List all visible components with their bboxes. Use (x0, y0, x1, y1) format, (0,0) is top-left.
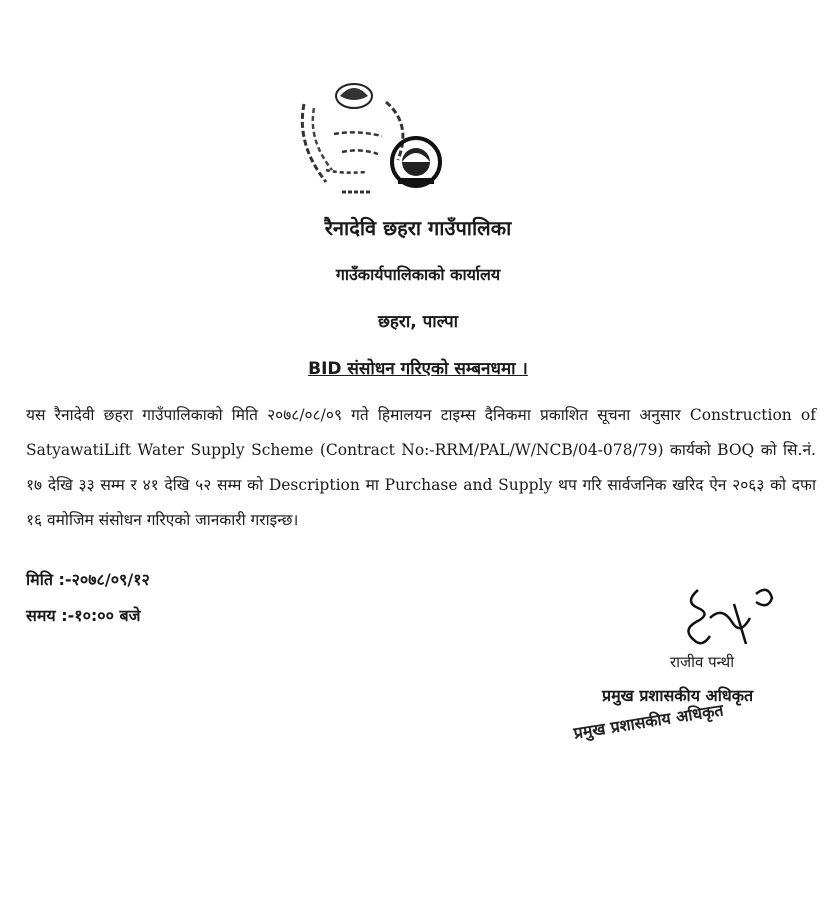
office-name: गाउँकार्यपालिकाको कार्यालय (335, 265, 501, 284)
subject-text: संसोधन गरिएको सम्बनधमा । (341, 359, 528, 379)
municipality-name: रैनादेवि छहरा गाउँपालिका (324, 216, 512, 240)
signatory-name: राजीव पन्थी (670, 653, 735, 671)
subject-bid: BID (308, 359, 342, 379)
notice-date: मिति :-२०७८/०९/१२ (26, 570, 150, 589)
office-location: छहरा, पाल्पा (377, 312, 459, 332)
designation-stamp: प्रमुख प्रशासकीय अधिकृत (572, 700, 725, 743)
handwritten-signature-icon (676, 578, 786, 658)
notice-time: समय :-१०:०० बजे (26, 606, 141, 625)
signatory-title: प्रमुख प्रशासकीय अधिकृत (602, 686, 754, 705)
notice-body: यस रैनादेवी छहरा गाउँपालिकाको मिति २०७८/०८/०९ गते हिमालयन टाइम्स दैनिकमा प्रकाशित सूचना अनुसार Construction of SatyawatiLift Water Supply Scheme (Contract No:-RRM/PAL/W/NCB/04-078/79) कार्यको BOQ को सि.नं. १७ देखि ३३ सम्म र ४१ देखि ५२ सम्म को Description मा Purchase and Supply थप गरि सार्वजनिक खरिद ऐन २०६३ को दफा १६ वमोजिम संसोधन गरिएको जानकारी गराइन्छ। (26, 406, 816, 529)
notice-subject (0, 356, 836, 379)
municipality-seal-icon (286, 74, 456, 210)
